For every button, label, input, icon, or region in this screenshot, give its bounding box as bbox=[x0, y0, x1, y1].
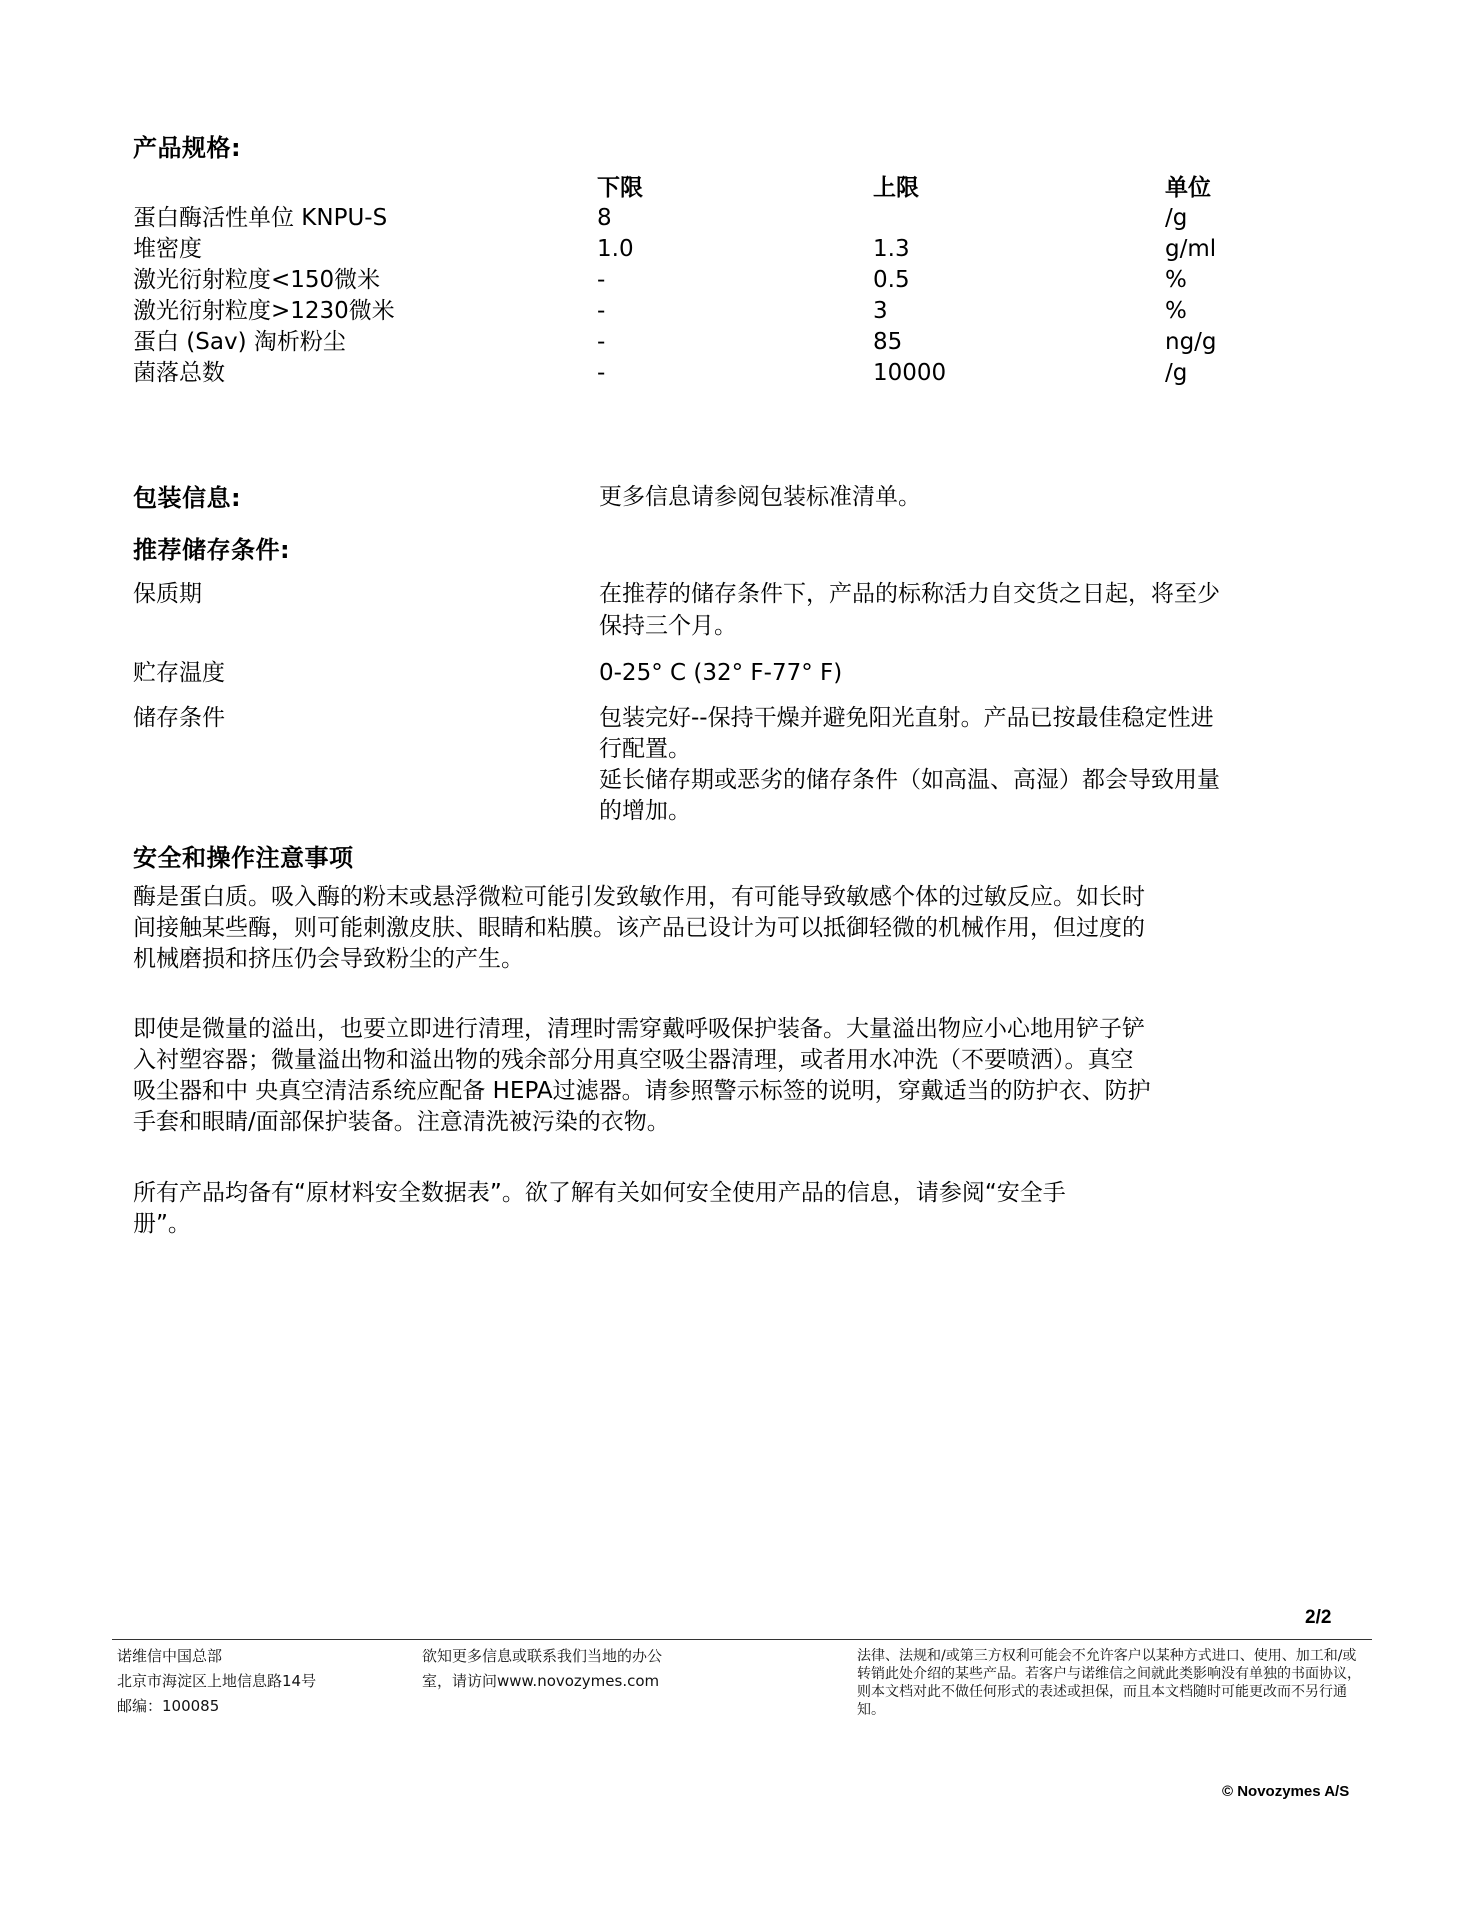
spec-unit: % bbox=[1165, 267, 1187, 293]
storage-conditions-line: 包装完好--保持干燥并避免阳光直射。产品已按最佳稳定性进 bbox=[599, 705, 1214, 731]
storage-temp-label: 贮存温度 bbox=[133, 660, 225, 686]
spec-unit: /g bbox=[1165, 360, 1188, 386]
paragraph-line: 吸尘器和中 央真空清洁系统应配备 HEPA过滤器。请参照警示标签的说明，穿戴适当的防护衣、防护 bbox=[133, 1078, 1151, 1104]
table-row bbox=[0, 234, 1483, 265]
spec-upper: 3 bbox=[873, 298, 888, 324]
spec-upper: 85 bbox=[873, 329, 903, 355]
spec-upper: 1.3 bbox=[873, 236, 910, 262]
storage-temp-value: 0-25° C (32° F-77° F) bbox=[599, 660, 843, 686]
spec-name: 菌落总数 bbox=[133, 360, 225, 386]
paragraph-line: 酶是蛋白质。吸入酶的粉末或悬浮微粒可能引发致敏作用，有可能导致敏感个体的过敏反应。如长时 bbox=[133, 884, 1145, 910]
footer-hq-line: 北京市海淀区上地信息路14号 bbox=[117, 1672, 317, 1690]
footer-contact-line: 室，请访问www.novozymes.com bbox=[422, 1672, 660, 1690]
safety-section-title: 安全和操作注意事项 bbox=[133, 844, 354, 872]
paragraph-line: 入衬塑容器；微量溢出物和溢出物的残余部分用真空吸尘器清理，或者用水冲洗（不要喷洒）。真空 bbox=[133, 1047, 1134, 1073]
spec-name: 激光衍射粒度<150微米 bbox=[133, 267, 381, 293]
spec-lower: - bbox=[597, 360, 606, 386]
table-row bbox=[0, 265, 1483, 296]
paragraph-line: 所有产品均备有“原材料安全数据表”。欲了解有关如何安全使用产品的信息，请参阅“安全手 bbox=[133, 1180, 1066, 1206]
footer-legal-notice: 法律、法规和/或第三方权利可能会不允许客户以某种方式进口、使用、加工和/或转销此处介绍的某些产品。若客户与诺维信之间就此类影响没有单独的书面协议，则本文档对此不做任何形式的表述或担保，而且本文档随时可能更改而不另行通知。 bbox=[857, 1648, 1361, 1718]
column-header-upper: 上限 bbox=[873, 175, 919, 201]
table-row bbox=[0, 296, 1483, 327]
paragraph-line: 间接触某些酶，则可能刺激皮肤、眼睛和粘膜。该产品已设计为可以抵御轻微的机械作用，但过度的 bbox=[133, 915, 1145, 941]
spec-unit: g/ml bbox=[1165, 236, 1217, 262]
table-row bbox=[0, 327, 1483, 358]
table-row bbox=[0, 358, 1483, 389]
shelf-life-line: 在推荐的储存条件下，产品的标称活力自交货之日起，将至少 bbox=[599, 581, 1220, 607]
spec-upper: 10000 bbox=[873, 360, 947, 386]
storage-section-title: 推荐储存条件: bbox=[133, 536, 291, 564]
storage-conditions-label: 储存条件 bbox=[133, 705, 225, 731]
paragraph-line: 机械磨损和挤压仍会导致粉尘的产生。 bbox=[133, 946, 524, 972]
spec-unit: /g bbox=[1165, 205, 1188, 231]
column-header-lower: 下限 bbox=[597, 175, 643, 201]
footer-hq-line: 邮编：100085 bbox=[117, 1697, 220, 1715]
packaging-text: 更多信息请参阅包装标准清单。 bbox=[599, 484, 921, 510]
table-row bbox=[0, 203, 1483, 234]
storage-conditions-line: 延长储存期或恶劣的储存条件（如高温、高湿）都会导致用量 bbox=[599, 767, 1220, 793]
spec-upper: 0.5 bbox=[873, 267, 910, 293]
spec-name: 堆密度 bbox=[133, 236, 202, 262]
spec-lower: 8 bbox=[597, 205, 612, 231]
footer-divider bbox=[112, 1639, 1372, 1640]
spec-unit: ng/g bbox=[1165, 329, 1217, 355]
packaging-section-title: 包装信息: bbox=[133, 484, 242, 512]
storage-conditions-line: 行配置。 bbox=[599, 736, 691, 762]
footer-hq-line: 诺维信中国总部 bbox=[117, 1647, 223, 1665]
spec-name: 蛋白酶活性单位 KNPU-S bbox=[133, 205, 388, 231]
spec-lower: - bbox=[597, 329, 606, 355]
spec-table-header bbox=[0, 173, 1483, 204]
spec-section-title: 产品规格: bbox=[133, 134, 242, 162]
column-header-unit: 单位 bbox=[1165, 175, 1211, 201]
spec-name: 蛋白 (Sav) 淘析粉尘 bbox=[133, 329, 346, 355]
footer-contact-line: 欲知更多信息或联系我们当地的办公 bbox=[422, 1647, 663, 1665]
spec-unit: % bbox=[1165, 298, 1187, 324]
spec-lower: - bbox=[597, 267, 606, 293]
spec-lower: 1.0 bbox=[597, 236, 634, 262]
page-number: 2/2 bbox=[1305, 1607, 1332, 1628]
copyright-notice: © Novozymes A/S bbox=[1222, 1783, 1350, 1800]
spec-lower: - bbox=[597, 298, 606, 324]
paragraph-line: 手套和眼睛/面部保护装备。注意清洗被污染的衣物。 bbox=[133, 1109, 670, 1135]
shelf-life-line: 保持三个月。 bbox=[599, 613, 737, 639]
spec-name: 激光衍射粒度>1230微米 bbox=[133, 298, 395, 324]
shelf-life-label: 保质期 bbox=[133, 581, 202, 607]
paragraph-line: 即使是微量的溢出，也要立即进行清理，清理时需穿戴呼吸保护装备。大量溢出物应小心地用铲子铲 bbox=[133, 1016, 1145, 1042]
paragraph-line: 册”。 bbox=[133, 1211, 191, 1237]
storage-conditions-line: 的增加。 bbox=[599, 798, 691, 824]
